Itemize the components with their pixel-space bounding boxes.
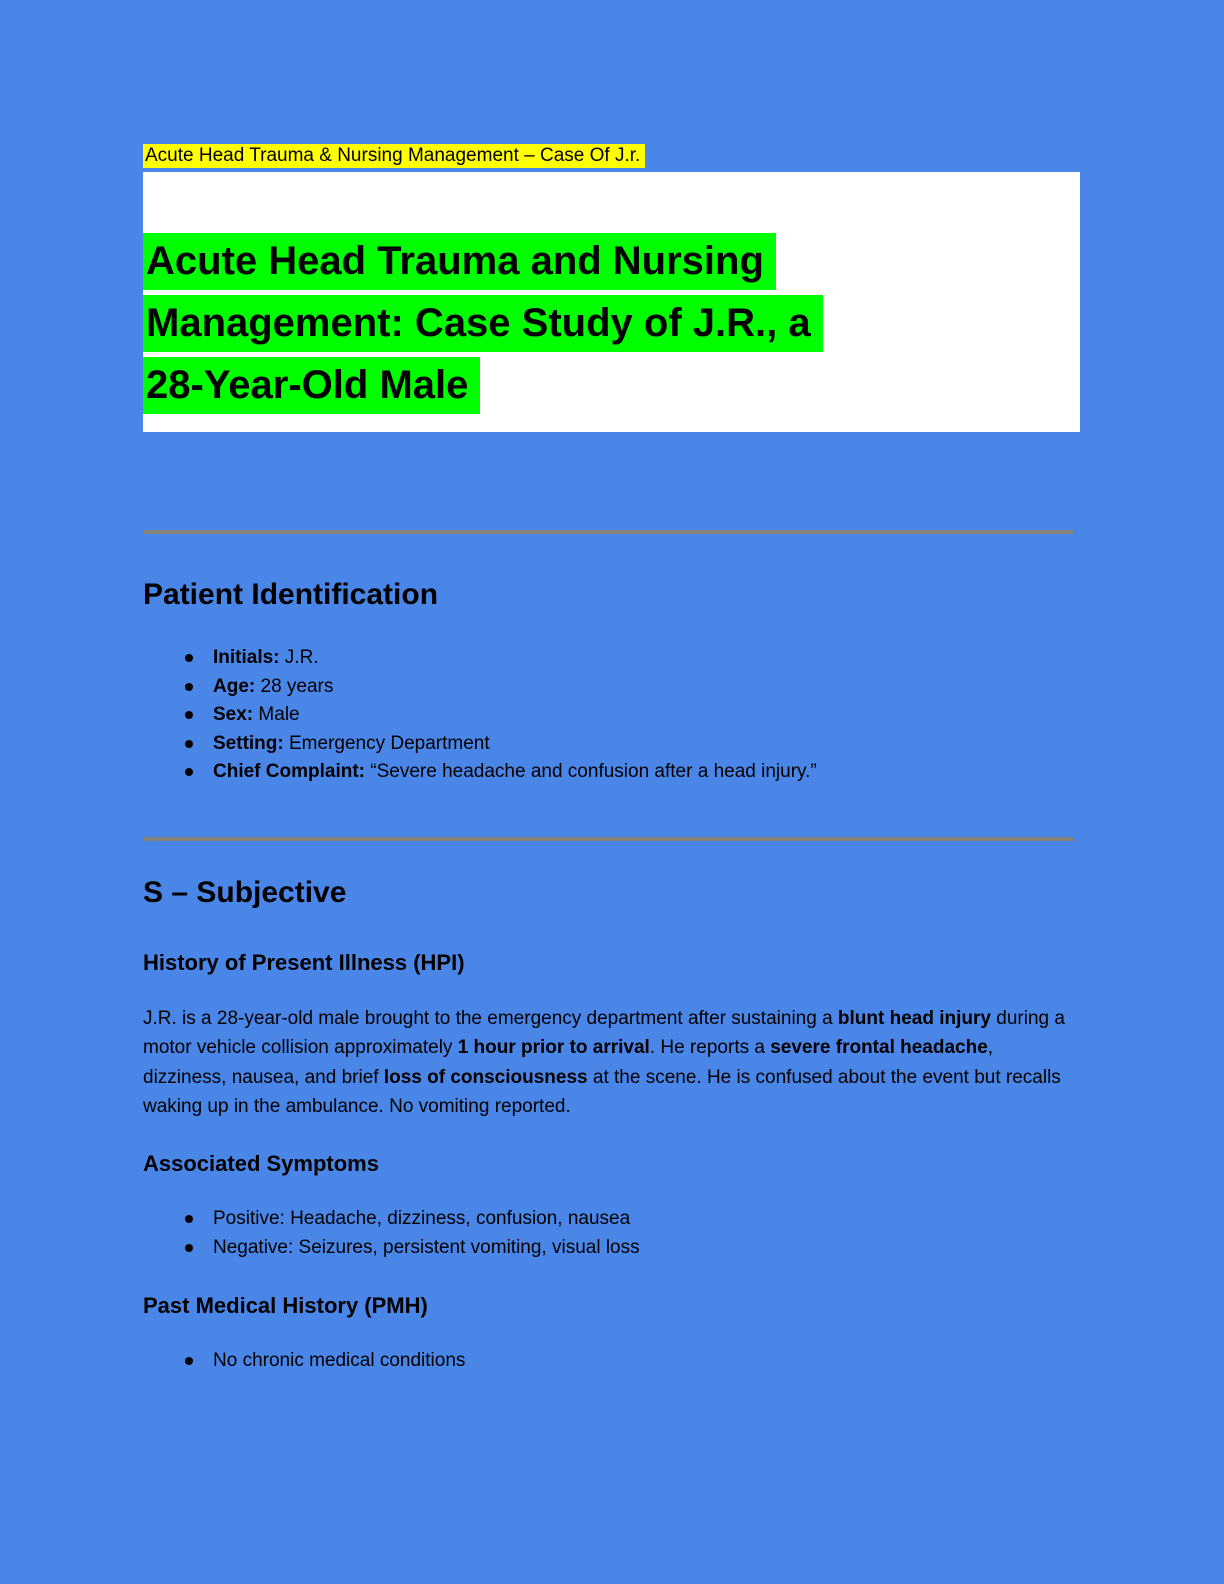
- hpi-heading: History of Present Illness (HPI): [143, 950, 465, 975]
- title-line-text: 28-Year-Old Male: [143, 357, 480, 414]
- horizontal-rule: [143, 837, 1074, 841]
- pmh-heading: Past Medical History (PMH): [143, 1293, 428, 1318]
- horizontal-rule: [143, 530, 1074, 534]
- list-item-negative-symptoms: Negative: Seizures, persistent vomiting, visual loss: [143, 1234, 640, 1263]
- associated-symptoms-heading: Associated Symptoms: [143, 1151, 379, 1176]
- subjective-heading: S – Subjective: [143, 876, 347, 909]
- list-item-age: Age: 28 years: [143, 673, 817, 702]
- doc-running-header: Acute Head Trauma & Nursing Management – Case Of J.r.: [143, 144, 645, 168]
- list-item-initials: Initials: J.R.: [143, 644, 817, 673]
- document-title: [143, 233, 823, 419]
- patient-identification-heading: Patient Identification: [143, 578, 439, 611]
- title-line-text: Acute Head Trauma and Nursing: [143, 233, 776, 290]
- patient-identification-list: [143, 644, 817, 787]
- list-item-chief-complaint: Chief Complaint: “Severe headache and confusion after a head injury.”: [143, 758, 817, 787]
- pmh-list: [143, 1347, 465, 1376]
- list-item-setting: Setting: Emergency Department: [143, 730, 817, 759]
- associated-symptoms-list: [143, 1205, 640, 1262]
- list-item-sex: Sex: Male: [143, 701, 817, 730]
- title-line: [143, 233, 823, 295]
- list-item-no-chronic-conditions: No chronic medical conditions: [143, 1347, 465, 1376]
- title-line: [143, 295, 823, 357]
- title-line-text: Management: Case Study of J.R., a: [143, 295, 823, 352]
- title-line: [143, 357, 823, 419]
- list-item-positive-symptoms: Positive: Headache, dizziness, confusion, nausea: [143, 1205, 640, 1234]
- title-card: [143, 172, 1080, 432]
- hpi-paragraph: J.R. is a 28-year-old male brought to the emergency department after sustaining a blunt head injury during a motor vehicle collision approximately 1 hour prior to arrival. He reports a severe frontal headache, dizziness, nausea, and brief loss of consciousness at the scene. He is confused about the event but recalls waking up in the ambulance. No vomiting reported.: [143, 1008, 1065, 1118]
